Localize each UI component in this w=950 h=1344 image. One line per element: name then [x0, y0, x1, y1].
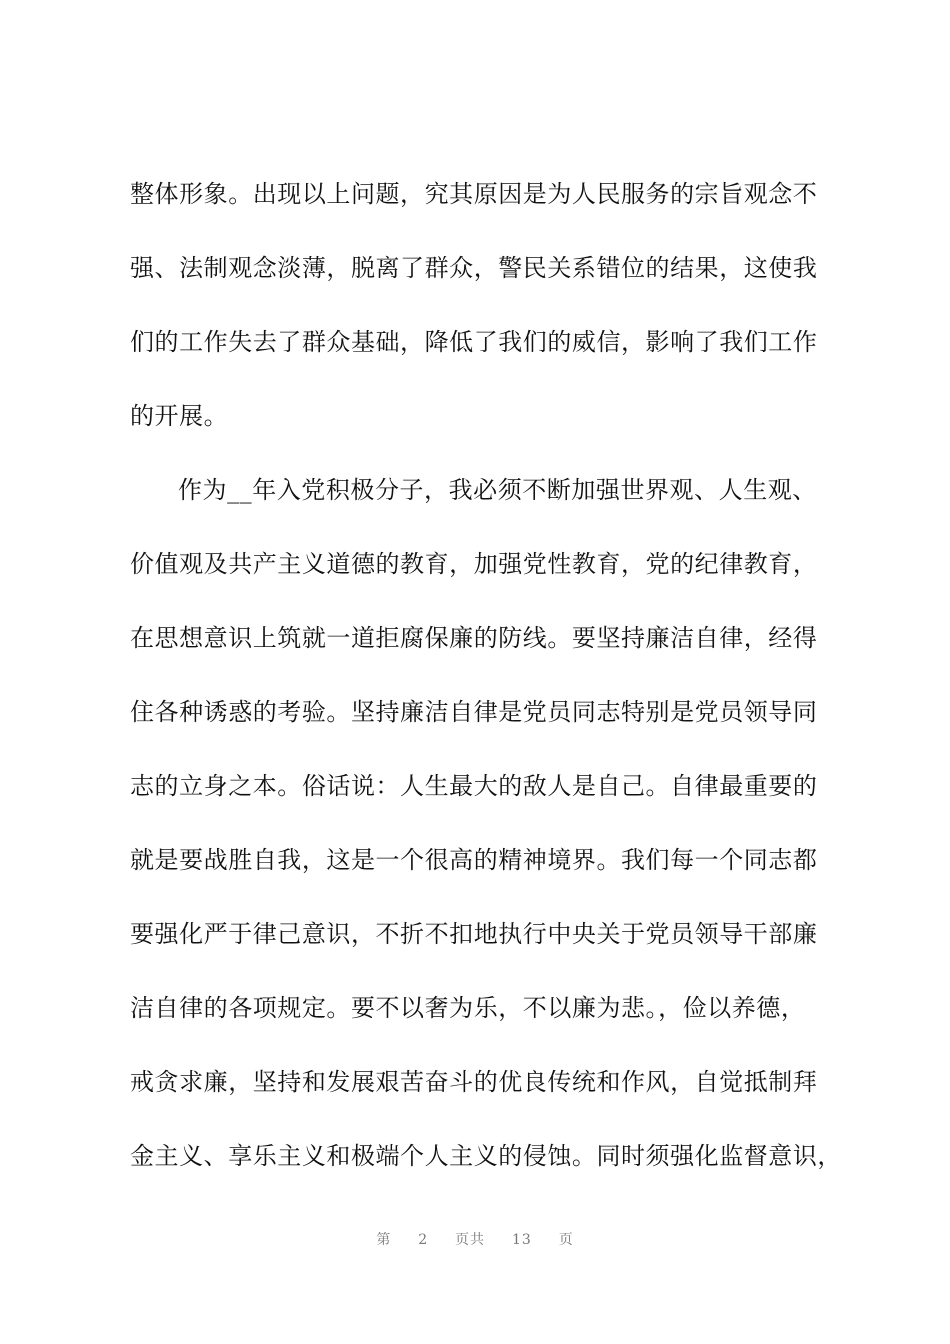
footer-middle: 页共: [455, 1232, 486, 1248]
text-line: 价值观及共产主义道德的教育，加强党性教育，党的纪律教育，: [130, 550, 818, 578]
text-line: 志的立身之本。俗话说：人生最大的敌人是自己。自律最重要的: [130, 772, 818, 800]
text-line: 在思想意识上筑就一道拒腐保廉的防线。要坚持廉洁自律，经得: [130, 624, 818, 652]
text-line: 强、法制观念淡薄，脱离了群众，警民关系错位的结果，这使我: [130, 254, 818, 282]
text-line: 就是要战胜自我，这是一个很高的精神境界。我们每一个同志都: [130, 846, 818, 874]
body-text: [130, 170, 842, 1206]
footer-suffix: 页: [558, 1232, 574, 1248]
page-footer: [0, 1229, 950, 1249]
text-line: 金主义、享乐主义和极端个人主义的侵蚀。同时须强化监督意识，: [130, 1142, 842, 1170]
text-line: 要强化严于律己意识，不折不扣地执行中央关于党员领导干部廉: [130, 920, 818, 948]
text-line: 整体形象。出现以上问题，究其原因是为人民服务的宗旨观念不: [130, 180, 818, 208]
text-line: 作为__年入党积极分子，我必须不断加强世界观、人生观、: [178, 476, 817, 504]
text-line: 戒贪求廉，坚持和发展艰苦奋斗的优良传统和作风，自觉抵制拜: [130, 1068, 818, 1096]
text-line: 洁自律的各项规定。要不以奢为乐，不以廉为悲。，俭以养德，: [130, 994, 806, 1022]
footer-prefix: 第: [376, 1232, 392, 1248]
footer-total-pages: 13: [511, 1232, 532, 1248]
text-line: 们的工作失去了群众基础，降低了我们的威信，影响了我们工作: [130, 328, 818, 356]
text-line: 住各种诱惑的考验。坚持廉洁自律是党员同志特别是党员领导同: [130, 698, 818, 726]
footer-page-number: 2: [418, 1232, 429, 1248]
text-line: 的开展。: [130, 402, 229, 430]
